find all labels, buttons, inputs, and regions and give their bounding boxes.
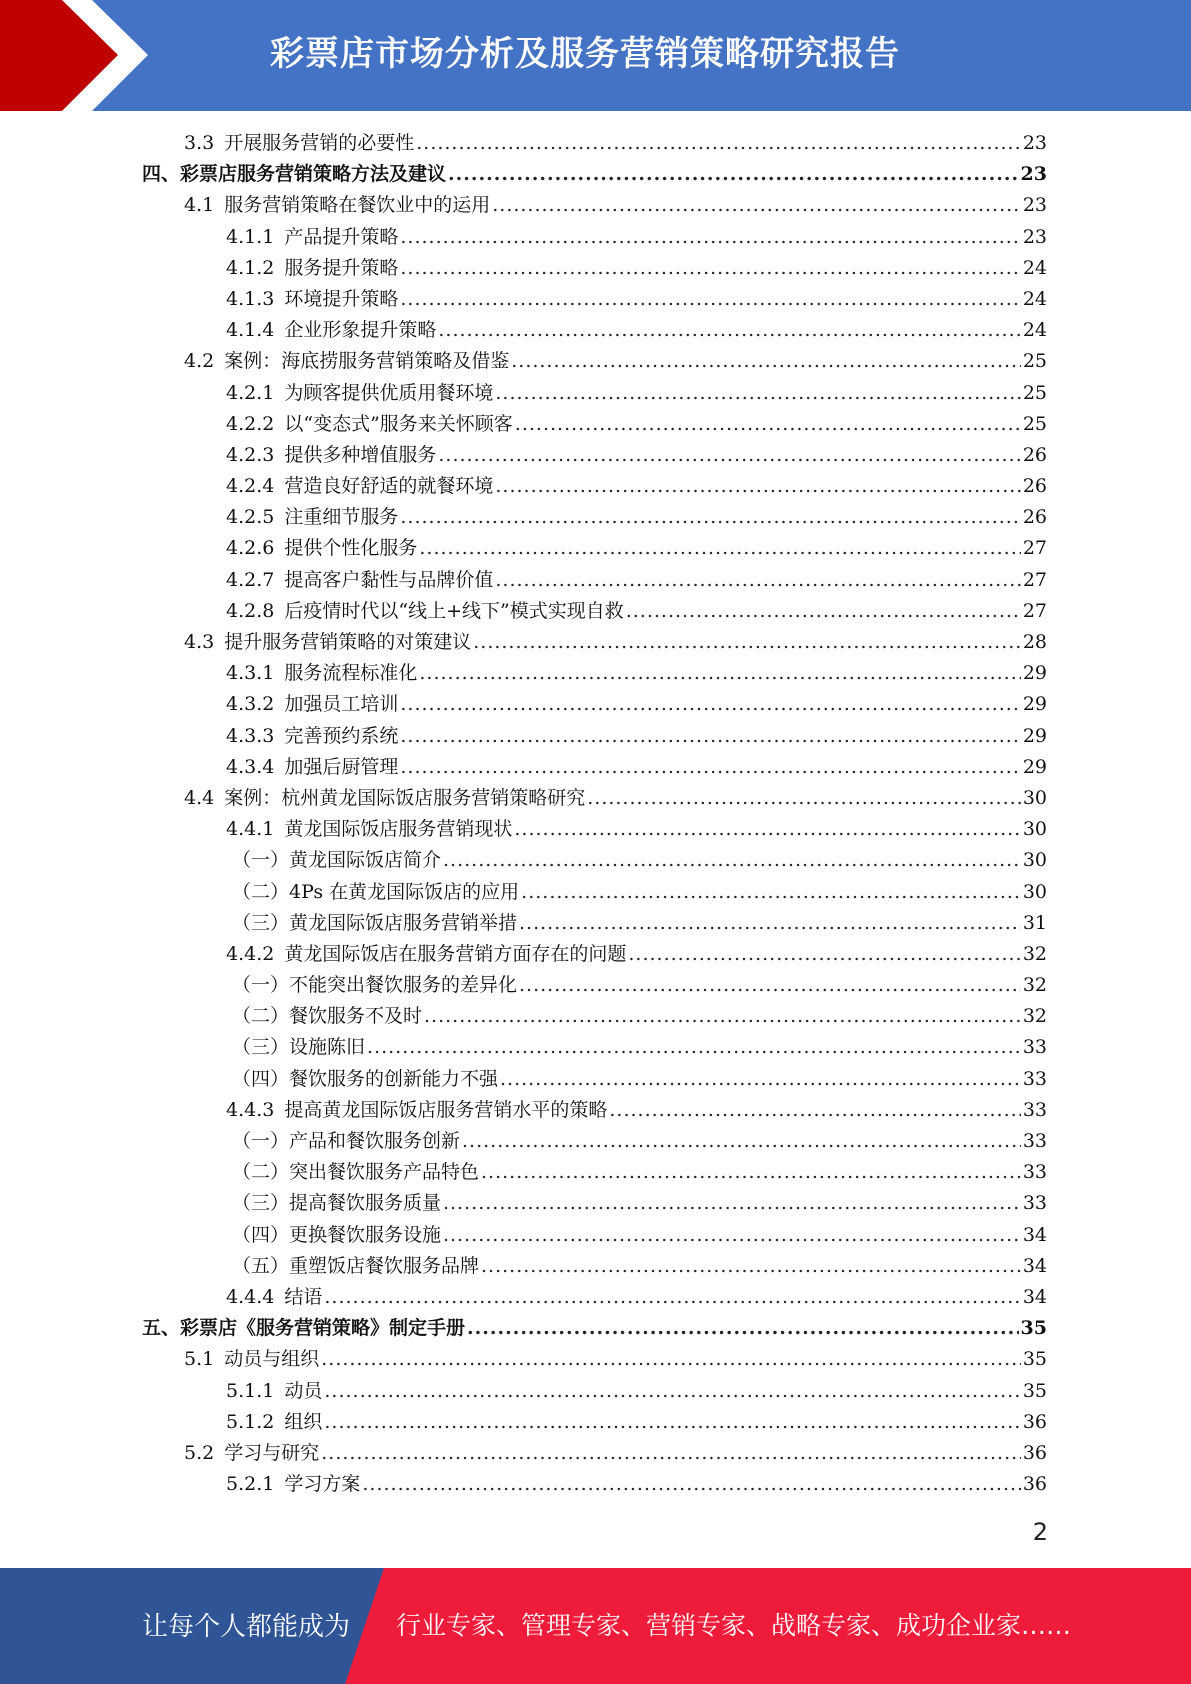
toc-entry-title: 企业形象提升策略 [284,319,437,342]
toc-entry-title: 以“变态式”服务来关怀顾客 [284,412,513,435]
toc-entry[interactable] [142,752,1047,783]
toc-entry-number: 4.4.3 [226,1098,275,1121]
toc-entry[interactable] [142,1188,1047,1219]
toc-entry-page: 36 [1022,1473,1047,1496]
toc-entry[interactable] [142,190,1047,221]
toc-entry-page: 30 [1022,786,1047,809]
toc-entry-number: 4.4.2 [226,942,275,965]
toc-leader-dots [481,1251,1021,1282]
toc-entry[interactable] [142,565,1047,596]
toc-entry-number: 4.2.7 [226,568,275,591]
toc-entry-title: 提高黄龙国际饭店服务营销水平的策略 [284,1098,608,1121]
toc-entry-title: 完善预约系统 [284,724,399,747]
toc-entry-number: 4.1 [184,194,215,217]
toc-entry-number: 3.3 [184,132,215,154]
toc-entry[interactable] [142,627,1047,658]
toc-entry-page: 32 [1022,942,1047,965]
toc-leader-dots [400,689,1020,720]
toc-entry[interactable] [142,877,1047,908]
toc-entry[interactable] [142,814,1047,845]
toc-leader-dots [324,1376,1020,1407]
toc-leader-dots [473,627,1021,658]
toc-entry[interactable] [142,128,1047,159]
toc-entry-title: （二）餐饮服务不及时 [232,1005,423,1028]
toc-entry[interactable] [142,315,1047,346]
toc-entry-title: 开展服务营销的必要性 [224,132,415,154]
toc-leader-dots [492,190,1021,221]
toc-leader-dots [424,1001,1021,1032]
toc-entry-page: 27 [1022,537,1047,560]
toc-entry[interactable] [142,1407,1047,1438]
toc-leader-dots [419,658,1020,689]
toc-entry-page: 34 [1022,1223,1047,1246]
toc-leader-dots [521,877,1021,908]
toc-entry-number: 4.2.4 [226,475,275,498]
toc-entry-title: 提高客户黏性与品牌价值 [284,568,494,591]
toc-entry-title: 黄龙国际饭店在服务营销方面存在的问题 [284,942,627,965]
toc-entry-page: 29 [1022,662,1047,685]
toc-entry[interactable] [142,845,1047,876]
toc-leader-dots [514,814,1020,845]
toc-entry-number: 5.1.1 [226,1379,275,1402]
footer-slogan-right: 行业专家、管理专家、营销专家、战略专家、成功企业家…… [396,1611,1072,1640]
toc-entry-page: 35 [1020,1317,1047,1340]
toc-entry-title: （三）设施陈旧 [232,1036,366,1059]
toc-entry[interactable] [142,1064,1047,1095]
toc-entry-page: 25 [1022,381,1047,404]
toc-entry-page: 34 [1022,1285,1047,1308]
toc-entry-title: 学习与研究 [224,1441,320,1464]
toc-entry-page: 30 [1022,818,1047,841]
toc-entry[interactable] [142,284,1047,315]
toc-entry-page: 30 [1022,849,1047,872]
toc-entry-page: 23 [1022,194,1047,217]
toc-entry-number: 4.1.1 [226,225,275,248]
toc-entry-page: 30 [1022,880,1047,903]
toc-entry-page: 31 [1022,911,1047,934]
toc-entry-page: 25 [1022,350,1047,373]
toc-entry[interactable] [142,440,1047,471]
toc-entry-number: 4.1.2 [226,256,275,279]
toc-entry[interactable] [142,378,1047,409]
toc-entry-number: 4.2.2 [226,412,275,435]
toc-entry[interactable] [142,721,1047,752]
toc-entry-page: 33 [1022,1067,1047,1090]
toc-entry[interactable] [142,1157,1047,1188]
toc-leader-dots [495,565,1020,596]
toc-leader-dots [438,315,1020,346]
toc-leader-dots [362,1469,1020,1500]
toc-leader-dots [400,752,1020,783]
toc-entry[interactable] [142,939,1047,970]
toc-entry-page: 24 [1022,287,1047,310]
toc-entry-page: 33 [1022,1130,1047,1152]
toc-entry-page: 26 [1022,475,1047,498]
toc-entry[interactable] [142,1032,1047,1063]
toc-leader-dots [609,1095,1020,1126]
toc-entry-number: 4.3.4 [226,755,275,778]
toc-leader-dots [519,908,1021,939]
toc-entry[interactable] [142,1220,1047,1251]
toc-entry[interactable] [142,970,1047,1001]
toc-leader-dots [495,378,1020,409]
toc-entry-number: 5.2.1 [226,1473,275,1496]
toc-entry-number: 4.2.1 [226,381,275,404]
toc-entry-title: 服务提升策略 [284,256,399,279]
toc-entry-page: 33 [1022,1098,1047,1121]
toc-leader-dots [500,1064,1021,1095]
toc-entry[interactable] [142,471,1047,502]
toc-leader-dots [443,1188,1021,1219]
toc-entry-title: （一）产品和餐饮服务创新 [232,1130,461,1152]
toc-entry-page: 24 [1022,319,1047,342]
toc-entry-title: 结语 [284,1285,323,1308]
toc-entry-number: 4.2.3 [226,443,275,466]
toc-entry[interactable] [142,1469,1047,1500]
toc-leader-dots [448,159,1019,190]
toc-entry-page: 23 [1020,163,1047,186]
toc-entry[interactable] [142,1251,1047,1282]
toc-entry-title: 五、彩票店《服务营销策略》制定手册 [142,1317,466,1340]
toc-entry[interactable] [142,346,1047,377]
toc-entry-number: 4.2.6 [226,537,275,560]
toc-entry[interactable] [142,689,1047,720]
toc-entry-number: 4.4 [184,786,215,809]
toc-entry[interactable] [142,658,1047,689]
toc-entry-title: 服务营销策略在餐饮业中的运用 [224,194,491,217]
toc-entry-number: 4.4.4 [226,1285,275,1308]
toc-leader-dots [515,409,1021,440]
toc-entry-title: 学习方案 [284,1473,361,1496]
toc-leader-dots [628,939,1020,970]
toc-entry-number: 5.1.2 [226,1410,275,1433]
toc-entry-title: 加强后厨管理 [284,755,399,778]
toc-entry-title: （四）餐饮服务的创新能力不强 [232,1067,499,1090]
toc-entry-page: 32 [1022,974,1047,997]
toc-leader-dots [400,284,1020,315]
toc-entry-page: 26 [1022,443,1047,466]
toc-entry[interactable] [142,1344,1047,1375]
toc-entry[interactable] [142,1376,1047,1407]
toc-entry-title: 加强员工培训 [284,693,399,716]
toc-entry-title: 组织 [284,1410,323,1433]
toc-entry-page: 35 [1022,1379,1047,1402]
toc-entry[interactable] [142,1126,1047,1157]
toc-entry[interactable] [142,222,1047,253]
toc-entry[interactable] [142,409,1047,440]
toc-entry[interactable] [142,908,1047,939]
toc-entry-number: 5.1 [184,1348,215,1371]
toc-entry[interactable] [142,533,1047,564]
toc-entry-title: （三）黄龙国际饭店服务营销举措 [232,911,518,934]
toc-entry-title: （二）4Ps 在黄龙国际饭店的应用 [232,880,520,903]
toc-entry-page: 36 [1022,1410,1047,1433]
toc-entry-number: 4.4.1 [226,818,275,841]
toc-entry-page: 27 [1022,568,1047,591]
toc-leader-dots [495,471,1020,502]
toc-entry-title: 营造良好舒适的就餐环境 [284,475,494,498]
toc-entry-number: 4.3.1 [226,662,275,685]
toc-entry-page: 25 [1022,412,1047,435]
toc-leader-dots [400,222,1020,253]
toc-leader-dots [519,970,1021,1001]
toc-entry-page: 26 [1022,506,1047,529]
toc-entry-title: （二）突出餐饮服务产品特色 [232,1161,480,1184]
toc-leader-dots [443,845,1021,876]
toc-entry-number: 4.3.2 [226,693,275,716]
toc-entry-title: 四、彩票店服务营销策略方法及建议 [142,163,447,186]
toc-entry-number: 4.1.3 [226,287,275,310]
toc-entry-title: （一）不能突出餐饮服务的差异化 [232,974,518,997]
toc-entry[interactable] [142,1438,1047,1469]
toc-leader-dots [324,1407,1020,1438]
toc-leader-dots [400,253,1020,284]
toc-entry-page: 35 [1022,1348,1047,1371]
toc-entry-title: 为顾客提供优质用餐环境 [284,381,494,404]
toc-entry-number: 5.2 [184,1441,215,1464]
toc-entry-page: 24 [1022,256,1047,279]
toc-entry-title: 案例：海底捞服务营销策略及借鉴 [224,350,510,373]
toc-leader-dots [481,1157,1021,1188]
toc-entry-title: 服务流程标准化 [284,662,418,685]
toc-leader-dots [400,502,1020,533]
page-number: 2 [1032,1518,1048,1546]
toc-entry-page: 29 [1022,724,1047,747]
toc-entry-title: 动员 [284,1379,323,1402]
toc-entry[interactable] [142,596,1047,627]
toc-entry-number: 4.3 [184,631,215,653]
toc-entry-title: （一）黄龙国际饭店简介 [232,849,442,872]
toc-entry[interactable] [142,253,1047,284]
page-header [0,0,1191,111]
toc-entry[interactable] [142,159,1047,190]
toc-leader-dots [367,1032,1021,1063]
toc-leader-dots [443,1220,1021,1251]
report-title: 彩票店市场分析及服务营销策略研究报告 [270,34,900,74]
toc-entry-number: 4.1.4 [226,319,275,342]
toc-entry-title: 动员与组织 [224,1348,320,1371]
toc-entry[interactable] [142,1001,1047,1032]
toc-entry-page: 23 [1022,225,1047,248]
toc-entry-page: 29 [1022,755,1047,778]
toc-leader-dots [626,596,1021,627]
toc-leader-dots [419,533,1020,564]
toc-entry-title: （四）更换餐饮服务设施 [232,1223,442,1246]
toc-leader-dots [467,1313,1019,1344]
toc-entry-page: 28 [1022,631,1047,653]
toc-entry-page: 34 [1022,1254,1047,1277]
toc-leader-dots [462,1126,1021,1157]
toc-entry-number: 4.2 [184,350,215,373]
toc-entry-title: 黄龙国际饭店服务营销现状 [284,818,513,841]
toc-entry-title: 环境提升策略 [284,287,399,310]
toc-entry-page: 33 [1022,1192,1047,1215]
toc-entry-title: 注重细节服务 [284,506,399,529]
toc-entry-title: 提供多种增值服务 [284,443,437,466]
toc-entry-page: 33 [1022,1036,1047,1059]
toc-leader-dots [400,721,1020,752]
footer-slogan-left: 让每个人都能成为 [142,1612,351,1642]
toc-entry-page: 36 [1022,1441,1047,1464]
toc-entry-title: 案例：杭州黄龙国际饭店服务营销策略研究 [224,786,586,809]
toc-entry-title: （三）提高餐饮服务质量 [232,1192,442,1215]
toc-entry-page: 32 [1022,1005,1047,1028]
toc-entry-page: 33 [1022,1161,1047,1184]
toc-leader-dots [587,783,1021,814]
table-of-contents [142,128,1047,1500]
toc-entry-page: 27 [1022,599,1047,622]
toc-entry[interactable] [142,783,1047,814]
toc-entry-page: 23 [1022,132,1047,154]
toc-entry-number: 4.3.3 [226,724,275,747]
toc-entry-title: 提升服务营销策略的对策建议 [224,631,472,653]
toc-leader-dots [324,1282,1020,1313]
toc-leader-dots [321,1344,1021,1375]
toc-entry-title: （五）重塑饭店餐饮服务品牌 [232,1254,480,1277]
toc-leader-dots [416,128,1021,159]
toc-entry-title: 后疫情时代以“线上+线下”模式实现自救 [284,599,624,622]
toc-entry-title: 提供个性化服务 [284,537,418,560]
toc-entry[interactable] [142,1313,1047,1344]
toc-entry[interactable] [142,502,1047,533]
toc-entry[interactable] [142,1282,1047,1313]
toc-entry[interactable] [142,1095,1047,1126]
toc-entry-number: 4.2.5 [226,506,275,529]
toc-leader-dots [511,346,1021,377]
toc-entry-number: 4.2.8 [226,599,275,622]
page-footer [0,1568,1191,1684]
toc-entry-page: 29 [1022,693,1047,716]
toc-leader-dots [438,440,1020,471]
toc-leader-dots [321,1438,1021,1469]
toc-entry-title: 产品提升策略 [284,225,399,248]
